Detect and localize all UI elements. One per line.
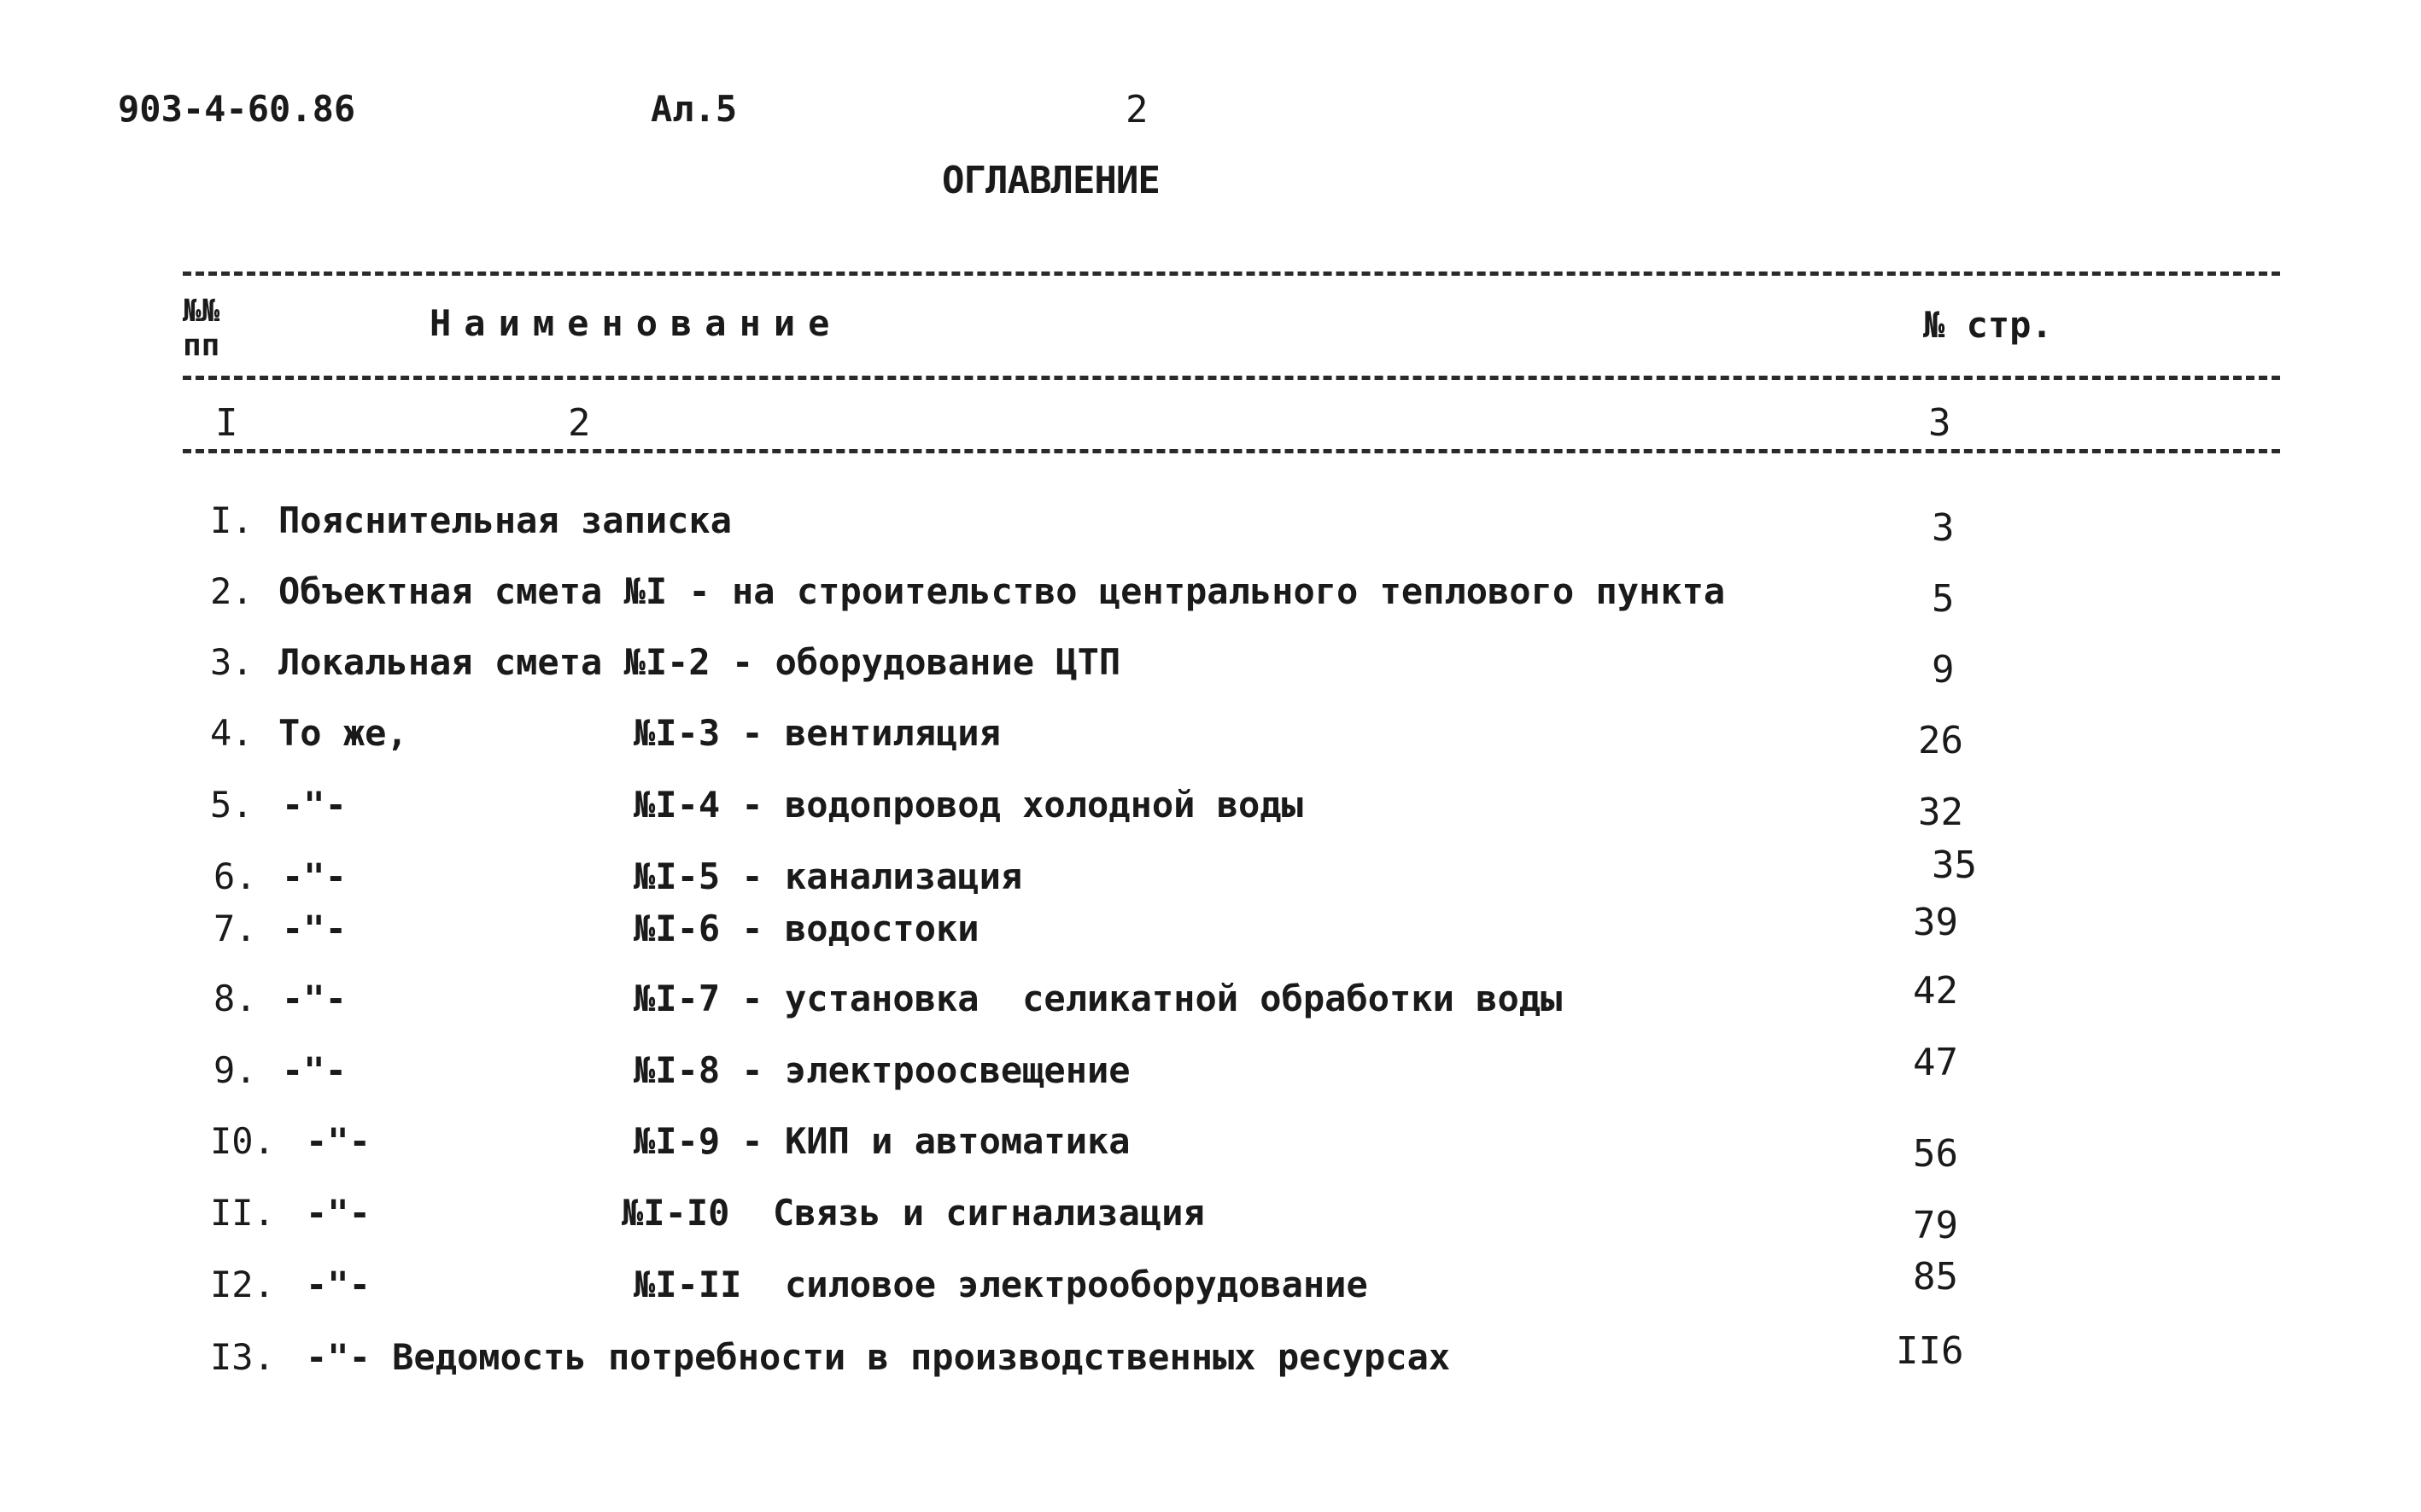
table-row [0, 1120, 2421, 1176]
table-top-rule [183, 271, 2280, 276]
row-page: 26 [1918, 719, 1963, 762]
table-row [0, 1329, 2421, 1387]
row-name: -"- Ведомость потребности в производственных ресурсах [306, 1336, 1451, 1378]
row-page: 3 [1932, 506, 1955, 550]
row-number: 4. [210, 712, 254, 754]
row-name: -"- [282, 784, 347, 826]
table-row [0, 641, 2421, 692]
row-page: 35 [1932, 844, 1977, 887]
row-number: 3. [210, 641, 254, 683]
row-number: 2. [210, 570, 254, 612]
row-number: 9. [213, 1049, 257, 1091]
row-number: I3. [210, 1336, 275, 1378]
row-estimate-code: №I-9 - КИП и автоматика [634, 1120, 1131, 1162]
table-row [0, 570, 2421, 622]
row-page: 47 [1913, 1041, 1958, 1084]
row-number: I. [210, 499, 254, 541]
row-page: II6 [1896, 1329, 1964, 1373]
row-page: 85 [1913, 1255, 1958, 1299]
table-row [0, 969, 2421, 1029]
row-name: -"- [306, 1192, 371, 1234]
row-page: 5 [1932, 577, 1955, 621]
row-number: II. [210, 1192, 275, 1234]
row-number: 7. [213, 908, 257, 949]
row-estimate-code: №I-8 - электроосвещение [634, 1049, 1131, 1091]
row-estimate-code: №I-II силовое электрооборудование [634, 1264, 1368, 1305]
column-header-page: № стр. [1923, 304, 2053, 346]
row-name: -"- [282, 855, 347, 897]
page-title: ОГЛАВЛЕНИЕ [942, 159, 1160, 202]
row-number: I2. [210, 1264, 275, 1305]
row-name: -"- [306, 1120, 371, 1162]
row-page: 39 [1913, 901, 1958, 944]
row-page: 9 [1932, 648, 1955, 692]
row-name: -"- [306, 1264, 371, 1305]
table-row [0, 901, 2421, 959]
table-numbering-rule [183, 449, 2280, 453]
row-estimate-code: №I-5 - канализация [634, 855, 1023, 897]
page-number: 2 [1126, 88, 1149, 131]
table-row [0, 844, 2421, 907]
row-estimate-code: №I-I0 Связь и сигнализация [622, 1192, 1205, 1234]
table-row [0, 712, 2421, 763]
row-number: I0. [210, 1120, 275, 1162]
row-page: 32 [1918, 791, 1963, 834]
row-name: -"- [282, 908, 347, 949]
row-estimate-code: №I-4 - водопровод холодной воды [634, 784, 1303, 826]
document-code: 903-4-60.86 [118, 88, 356, 130]
row-name: Пояснительная записка [278, 499, 733, 541]
row-name: Локальная смета №I-2 - оборудование ЦТП [278, 641, 1121, 683]
row-number: 5. [210, 784, 254, 826]
sheet-number: Ал.5 [651, 88, 738, 130]
row-estimate-code: №I-3 - вентиляция [634, 712, 1001, 754]
row-page: 56 [1913, 1132, 1958, 1176]
table-header-rule [183, 376, 2280, 380]
row-page: 42 [1913, 969, 1958, 1013]
column-header-number: №№ пп [183, 294, 220, 363]
table-row [0, 784, 2421, 835]
column-number-3: 3 [1928, 401, 1951, 445]
row-name: То же, [278, 712, 408, 754]
table-row [0, 1255, 2421, 1315]
table-row [0, 1192, 2421, 1247]
column-number-2: 2 [568, 401, 591, 445]
row-number: 8. [213, 978, 257, 1019]
column-number-1: I [215, 401, 238, 445]
row-estimate-code: №I-7 - установка селикатной обработки воды [634, 978, 1563, 1019]
row-estimate-code: №I-6 - водостоки [634, 908, 980, 949]
table-row [0, 499, 2421, 551]
row-name: -"- [282, 978, 347, 1019]
row-name: -"- [282, 1049, 347, 1091]
row-number: 6. [213, 855, 257, 897]
column-header-name: Наименование [430, 302, 843, 344]
table-row [0, 1041, 2421, 1100]
row-page: 79 [1913, 1204, 1958, 1247]
row-name: Объектная смета №I - на строительство центрального теплового пункта [278, 570, 1726, 612]
